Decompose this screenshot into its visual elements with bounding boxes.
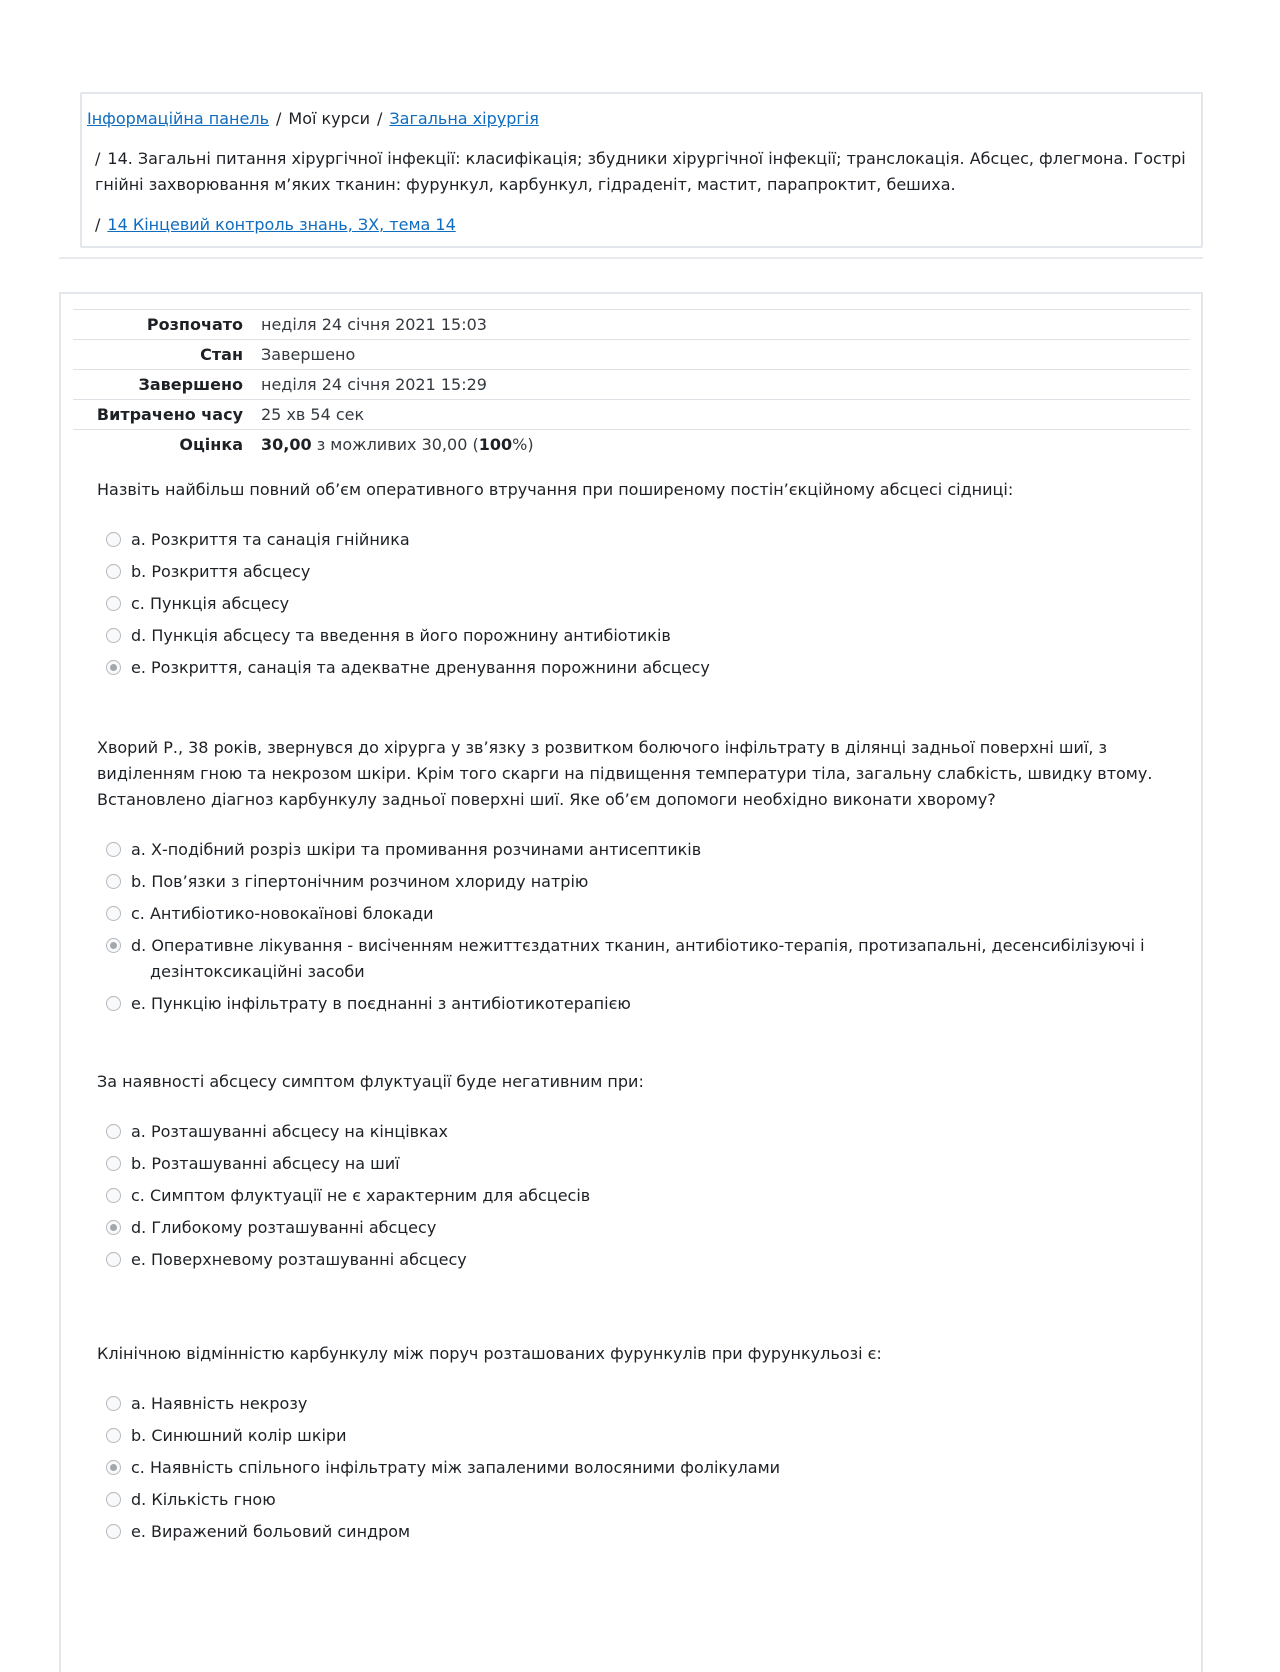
radio-button[interactable]	[106, 1460, 121, 1475]
answer-text: b. Розташуванні абсцесу на шиї	[131, 1154, 400, 1173]
summary-value: неділя 24 січня 2021 15:03	[261, 315, 487, 334]
radio-button[interactable]	[106, 938, 121, 953]
answer-option[interactable]	[106, 1215, 1177, 1241]
answer-option[interactable]	[106, 933, 1177, 985]
summary-label: Розпочато	[146, 315, 243, 334]
attempt-summary	[73, 309, 1190, 459]
answer-option[interactable]	[106, 623, 1177, 649]
radio-button[interactable]	[106, 628, 121, 643]
radio-button[interactable]	[106, 1396, 121, 1411]
radio-button[interactable]	[106, 564, 121, 579]
breadcrumb-separator: /	[95, 215, 101, 234]
answer-text: c. Антибіотико-новокаїнові блокади	[131, 904, 434, 923]
summary-row-state	[73, 339, 1190, 369]
question-4	[97, 1341, 1177, 1551]
radio-button[interactable]	[106, 1124, 121, 1139]
breadcrumb	[80, 92, 1203, 248]
radio-button[interactable]	[106, 1188, 121, 1203]
question-text: За наявності абсцесу симптом флуктуації буде негативним при:	[97, 1072, 644, 1091]
answer-list	[97, 1119, 1177, 1273]
summary-row-completed	[73, 369, 1190, 399]
answer-text: b. Синюшний колір шкіри	[131, 1426, 347, 1445]
radio-button[interactable]	[106, 1252, 121, 1267]
answer-text: a. Наявність некрозу	[131, 1394, 308, 1413]
breadcrumb-separator: /	[276, 109, 282, 128]
breadcrumb-separator: /	[377, 109, 383, 128]
answer-option[interactable]	[106, 1151, 1177, 1177]
answer-option[interactable]	[106, 901, 1177, 927]
answer-text: d. Глибокому розташуванні абсцесу	[131, 1218, 437, 1237]
summary-label: Витрачено часу	[96, 405, 243, 424]
answer-option[interactable]	[106, 1247, 1177, 1273]
answer-option[interactable]	[106, 869, 1177, 895]
summary-row-time	[73, 399, 1190, 429]
summary-label: Оцінка	[179, 435, 243, 454]
question-text: Клінічною відмінністю карбункулу між поруч розташованих фурункулів при фурункульозі є:	[97, 1344, 882, 1363]
radio-button[interactable]	[106, 842, 121, 857]
radio-button[interactable]	[106, 1492, 121, 1507]
radio-button[interactable]	[106, 1156, 121, 1171]
radio-button[interactable]	[106, 1220, 121, 1235]
answer-list	[97, 527, 1177, 681]
answer-text: a. Розташуванні абсцесу на кінцівках	[131, 1122, 449, 1141]
divider	[59, 257, 1203, 259]
breadcrumb-my-courses[interactable]: Мої курси	[288, 109, 370, 128]
quiz-review	[59, 292, 1203, 1672]
answer-option[interactable]	[106, 1487, 1177, 1513]
answer-text: d. Кількість гною	[131, 1490, 276, 1509]
answer-option[interactable]	[106, 991, 1177, 1017]
answer-option[interactable]	[106, 837, 1177, 863]
answer-text: e. Розкриття, санація та адекватне дренування порожнини абсцесу	[131, 658, 710, 677]
radio-button[interactable]	[106, 1524, 121, 1539]
summary-value: 25 хв 54 сек	[261, 405, 365, 424]
answer-option[interactable]	[106, 1423, 1177, 1449]
question-text: Хворий Р., 38 років, звернувся до хірурга у зв’язку з розвитком болючого інфільтрату в ділянці задньої поверхні шиї, з виділенням гною та некрозом шкіри. Крім того скарги на підвищення температури тіла, загальну слабкість, швидку втому. Встановлено діагноз карбункулу задньої поверхні шиї. Яке об’єм допомоги необхідно виконати хворому?	[97, 738, 1153, 809]
answer-text: e. Виражений больовий синдром	[131, 1522, 411, 1541]
question-1	[97, 477, 1177, 687]
answer-text: c. Наявність спільного інфільтрату між запаленими волосяними фолікулами	[131, 1458, 781, 1477]
question-3	[97, 1069, 1177, 1279]
summary-row-grade	[73, 429, 1190, 459]
answer-text: a. Х-подібний розріз шкіри та промивання розчинами антисептиків	[131, 840, 702, 859]
breadcrumb-separator: /	[95, 149, 101, 168]
answer-option[interactable]	[106, 1455, 1177, 1481]
radio-button[interactable]	[106, 660, 121, 675]
summary-grade-value	[261, 435, 534, 454]
answer-option[interactable]	[106, 591, 1177, 617]
answer-text: a. Розкриття та санація гнійника	[131, 530, 410, 549]
answer-text: c. Пункція абсцесу	[131, 594, 290, 613]
answer-text: d. Пункція абсцесу та введення в його порожнину антибіотиків	[131, 626, 671, 645]
breadcrumb-course-link[interactable]: Загальна хірургія	[389, 109, 539, 128]
radio-button[interactable]	[106, 532, 121, 547]
breadcrumb-quiz	[95, 212, 456, 238]
radio-button[interactable]	[106, 874, 121, 889]
answer-option[interactable]	[106, 1183, 1177, 1209]
answer-option[interactable]	[106, 1119, 1177, 1145]
answer-option[interactable]	[106, 1391, 1177, 1417]
breadcrumb-section-text[interactable]: 14. Загальні питання хірургічної інфекції: класифікація; збудники хірургічної інфекції; транслокація. Абсцес, флегмона. Гострі гнійні захворювання м’яких тканин: фурункул, карбункул, гідраденіт, мастит, парапроктит, бешиха.	[95, 149, 1186, 194]
summary-value: Завершено	[261, 345, 356, 364]
grade-middle: з можливих 30,00 (	[311, 435, 479, 454]
breadcrumb-dashboard-link[interactable]: Інформаційна панель	[87, 109, 269, 128]
grade-end: %)	[512, 435, 534, 454]
radio-button[interactable]	[106, 1428, 121, 1443]
answer-text: b. Розкриття абсцесу	[131, 562, 311, 581]
answer-text: d. Оперативне лікування - висіченням нежиттєздатних тканин, антибіотико-терапія, протизапальні, десенсибілізуючі і дезінтоксикаційні засоби	[131, 936, 1145, 981]
summary-label: Завершено	[138, 375, 243, 394]
answer-option[interactable]	[106, 527, 1177, 553]
question-text: Назвіть найбільш повний об’єм оперативного втручання при поширеному постін’єкційному абсцесі сідниці:	[97, 480, 1014, 499]
summary-row-started	[73, 309, 1190, 339]
summary-label: Стан	[200, 345, 243, 364]
breadcrumb-section	[95, 146, 1195, 198]
answer-option[interactable]	[106, 1519, 1177, 1545]
answer-text: e. Поверхневому розташуванні абсцесу	[131, 1250, 467, 1269]
summary-value: неділя 24 січня 2021 15:29	[261, 375, 487, 394]
radio-button[interactable]	[106, 906, 121, 921]
answer-list	[97, 1391, 1177, 1545]
radio-button[interactable]	[106, 996, 121, 1011]
answer-text: c. Симптом флуктуації не є характерним для абсцесів	[131, 1186, 591, 1205]
answer-list	[97, 837, 1177, 1017]
radio-button[interactable]	[106, 596, 121, 611]
grade-percent: 100	[478, 435, 513, 454]
breadcrumb-quiz-link[interactable]: 14 Кінцевий контроль знань, ЗХ, тема 14	[107, 215, 456, 234]
question-2	[97, 735, 1177, 1023]
breadcrumb-row	[87, 106, 539, 132]
answer-text: b. Пов’язки з гіпертонічним розчином хлориду натрію	[131, 872, 589, 891]
answer-text: e. Пункцію інфільтрату в поєднанні з антибіотикотерапією	[131, 994, 631, 1013]
grade-score: 30,00	[261, 435, 312, 454]
answer-option[interactable]	[106, 655, 1177, 681]
answer-option[interactable]	[106, 559, 1177, 585]
